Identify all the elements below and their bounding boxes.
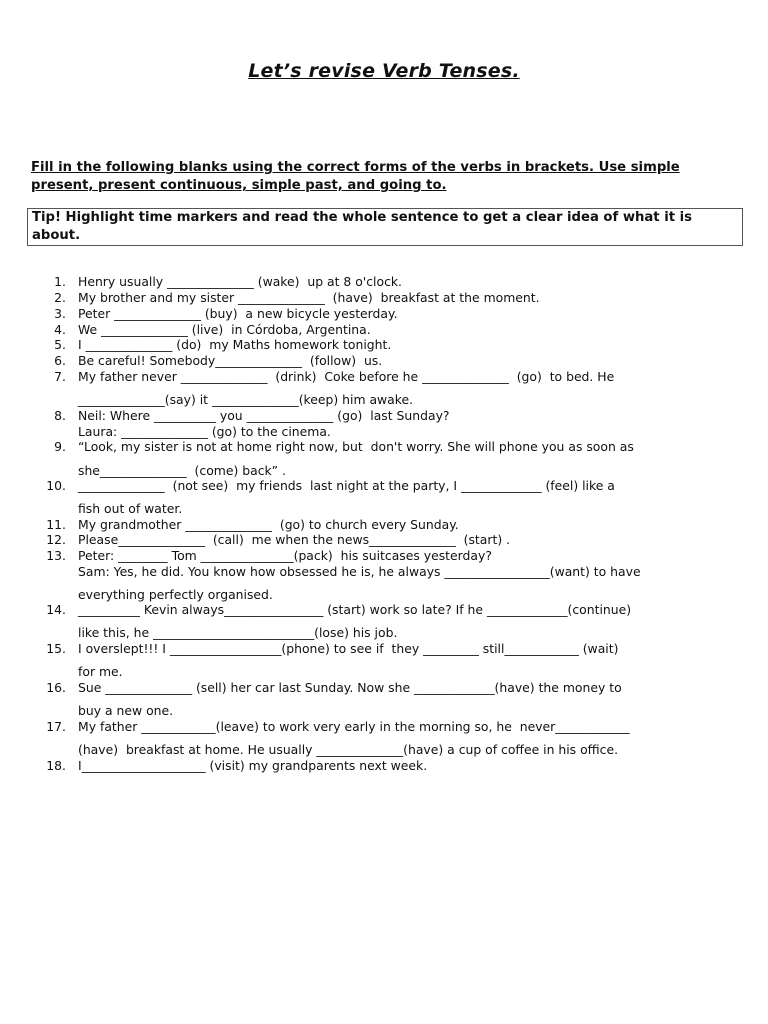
- tip-box: Tip! Highlight time markers and read the whole sentence to get a clear idea of what it is about.: [27, 208, 743, 246]
- item-text: My father never ______________ (drink) Coke before he ______________ (go) to bed. He: [78, 369, 615, 384]
- item-text: My brother and my sister ______________ (have) breakfast at the moment.: [78, 290, 540, 305]
- item-number: 15.: [46, 641, 66, 656]
- item-number: 8.: [54, 408, 66, 423]
- item-text: __________ Kevin always________________ (start) work so late? If he _____________(continue): [78, 602, 632, 617]
- page-title: Let’s revise Verb Tenses.: [248, 60, 520, 82]
- item-number: 7.: [54, 369, 66, 384]
- item-number: 1.: [54, 274, 66, 289]
- item-text: (have) breakfast at home. He usually ______________(have) a cup of coffee in his office.: [78, 742, 619, 757]
- item-number: 10.: [46, 478, 66, 493]
- item-number: 12.: [46, 532, 66, 547]
- item-number: 6.: [54, 353, 66, 368]
- item-text: I ______________ (do) my Maths homework tonight.: [78, 337, 392, 352]
- item-number: 5.: [54, 337, 66, 352]
- item-text: like this, he __________________________(lose) his job.: [78, 625, 398, 640]
- item-number: 3.: [54, 306, 66, 321]
- item-text: Henry usually ______________ (wake) up at 8 o'clock.: [78, 274, 402, 289]
- item-text: We ______________ (live) in Córdoba, Argentina.: [78, 322, 371, 337]
- item-text: she______________ (come) back” .: [78, 463, 286, 478]
- item-text: Neil: Where __________ you ______________ (go) last Sunday?: [78, 408, 450, 423]
- item-number: 16.: [46, 680, 66, 695]
- item-text: Sue ______________ (sell) her car last Sunday. Now she _____________(have) the money to: [78, 680, 622, 695]
- item-number: 4.: [54, 322, 66, 337]
- item-text: Please______________ (call) me when the news______________ (start) .: [78, 532, 511, 547]
- item-text: ______________(say) it ______________(keep) him awake.: [78, 392, 414, 407]
- item-text: fish out of water.: [78, 501, 183, 516]
- item-text: Laura: ______________ (go) to the cinema.: [78, 424, 331, 439]
- item-text: “Look, my sister is not at home right now, but don't worry. She will phone you as soon as: [78, 439, 634, 454]
- item-text: for me.: [78, 664, 123, 679]
- item-text: buy a new one.: [78, 703, 174, 718]
- item-text: everything perfectly organised.: [78, 587, 273, 602]
- item-text: Sam: Yes, he did. You know how obsessed he is, he always _________________(want) to have: [78, 564, 641, 579]
- item-text: Be careful! Somebody______________ (follow) us.: [78, 353, 383, 368]
- item-number: 14.: [46, 602, 66, 617]
- item-text: My grandmother ______________ (go) to church every Sunday.: [78, 517, 459, 532]
- instructions: Fill in the following blanks using the correct forms of the verbs in brackets. Use simple present, present continuous, simple past, and going to.: [31, 160, 680, 193]
- item-number: 2.: [54, 290, 66, 305]
- item-text: Peter ______________ (buy) a new bicycle yesterday.: [78, 306, 398, 321]
- item-number: 18.: [46, 758, 66, 773]
- item-text: Peter: ________ Tom _______________(pack) his suitcases yesterday?: [78, 548, 492, 563]
- item-number: 9.: [54, 439, 66, 454]
- item-text: My father ____________(leave) to work very early in the morning so, he never____________: [78, 719, 630, 734]
- item-text: I overslept!!! I __________________(phone) to see if they _________ still____________ (wait): [78, 641, 619, 656]
- item-text: ______________ (not see) my friends last night at the party, I _____________ (feel) like a: [78, 478, 615, 493]
- item-number: 11.: [46, 517, 66, 532]
- item-number: 13.: [46, 548, 66, 563]
- item-text: I____________________ (visit) my grandparents next week.: [78, 758, 428, 773]
- item-number: 17.: [46, 719, 66, 734]
